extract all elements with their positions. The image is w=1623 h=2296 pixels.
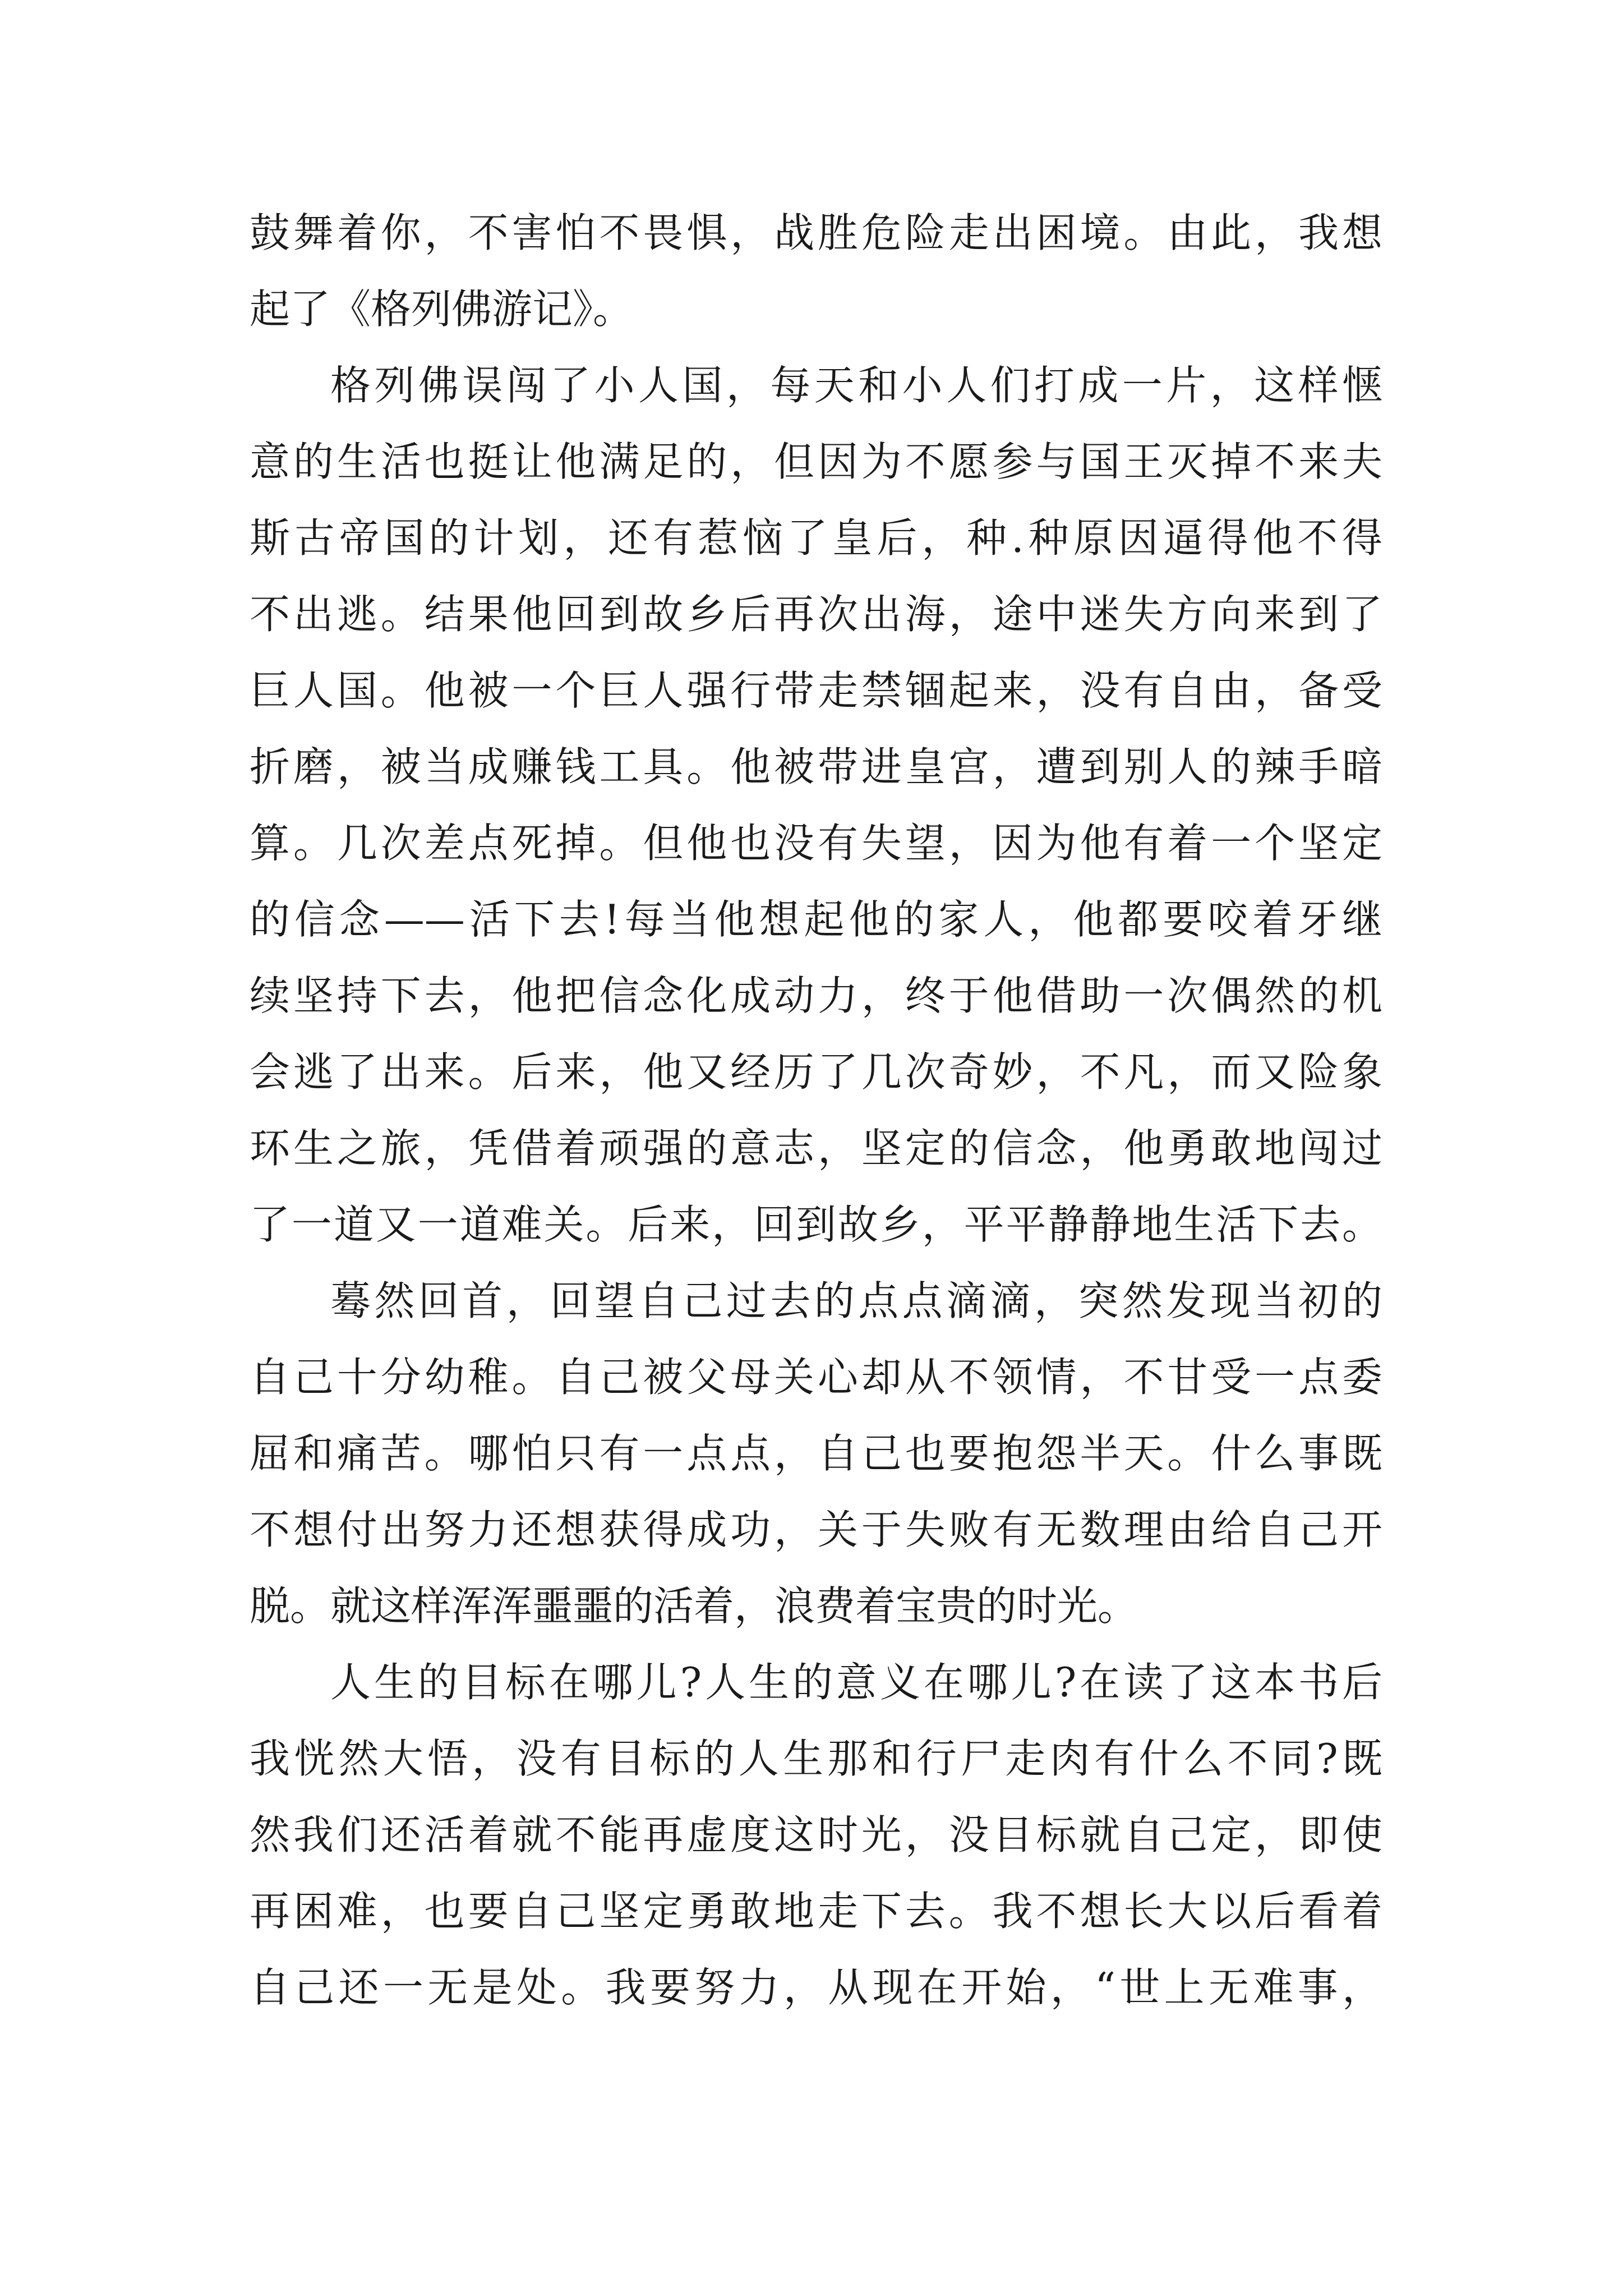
text-line: 我恍然大悟，没有目标的人生那和行尸走肉有什么不同?既 [250, 1735, 1382, 1782]
text-line: 鼓舞着你，不害怕不畏惧，战胜危险走出困境。由此，我想 [250, 209, 1382, 256]
text-line: 续坚持下去，他把信念化成动力，终于他借助一次偶然的机 [250, 972, 1382, 1019]
text-line: 了一道又一道难关。后来，回到故乡，平平静静地生活下去。 [250, 1201, 1382, 1248]
text-line: 脱。就这样浑浑噩噩的活着，浪费着宝贵的时光。 [250, 1582, 1138, 1630]
text-line: 格列佛误闯了小人国，每天和小人们打成一片，这样惬 [330, 362, 1382, 409]
text-line: 折磨，被当成赚钱工具。他被带进皇宫，遭到别人的辣手暗 [250, 743, 1382, 790]
text-line: 再困难，也要自己坚定勇敢地走下去。我不想长大以后看着 [250, 1888, 1382, 1935]
text-line: 环生之旅，凭借着顽强的意志，坚定的信念，他勇敢地闯过 [250, 1125, 1382, 1172]
text-line: 屈和痛苦。哪怕只有一点点，自己也要抱怨半天。什么事既 [250, 1430, 1382, 1477]
text-line: 巨人国。他被一个巨人强行带走禁锢起来，没有自由，备受 [250, 667, 1382, 714]
text-line: 自己还一无是处。我要努力，从现在开始，“世上无难事， [250, 1964, 1382, 2011]
text-line: 蓦然回首，回望自己过去的点点滴滴，突然发现当初的 [330, 1277, 1382, 1324]
text-line: 意的生活也挺让他满足的，但因为不愿参与国王灭掉不来夫 [250, 438, 1382, 485]
text-line: 算。几次差点死掉。但他也没有失望，因为他有着一个坚定 [250, 820, 1382, 867]
text-line: 人生的目标在哪儿?人生的意义在哪儿?在读了这本书后 [330, 1659, 1382, 1706]
text-line: 斯古帝国的计划，还有惹恼了皇后，种.种原因逼得他不得 [250, 514, 1382, 562]
text-line: 起了《格列佛游记》。 [250, 286, 634, 333]
text-line: 不想付出努力还想获得成功，关于失败有无数理由给自己开 [250, 1506, 1382, 1553]
text-line: 会逃了出来。后来，他又经历了几次奇妙，不凡，而又险象 [250, 1048, 1382, 1096]
text-line: 不出逃。结果他回到故乡后再次出海，途中迷失方向来到了 [250, 591, 1382, 638]
text-line: 的信念——活下去!每当他想起他的家人，他都要咬着牙继 [250, 896, 1382, 943]
text-line: 然我们还活着就不能再虚度这时光，没目标就自己定，即使 [250, 1811, 1382, 1858]
text-line: 自己十分幼稚。自己被父母关心却从不领情，不甘受一点委 [250, 1354, 1382, 1401]
